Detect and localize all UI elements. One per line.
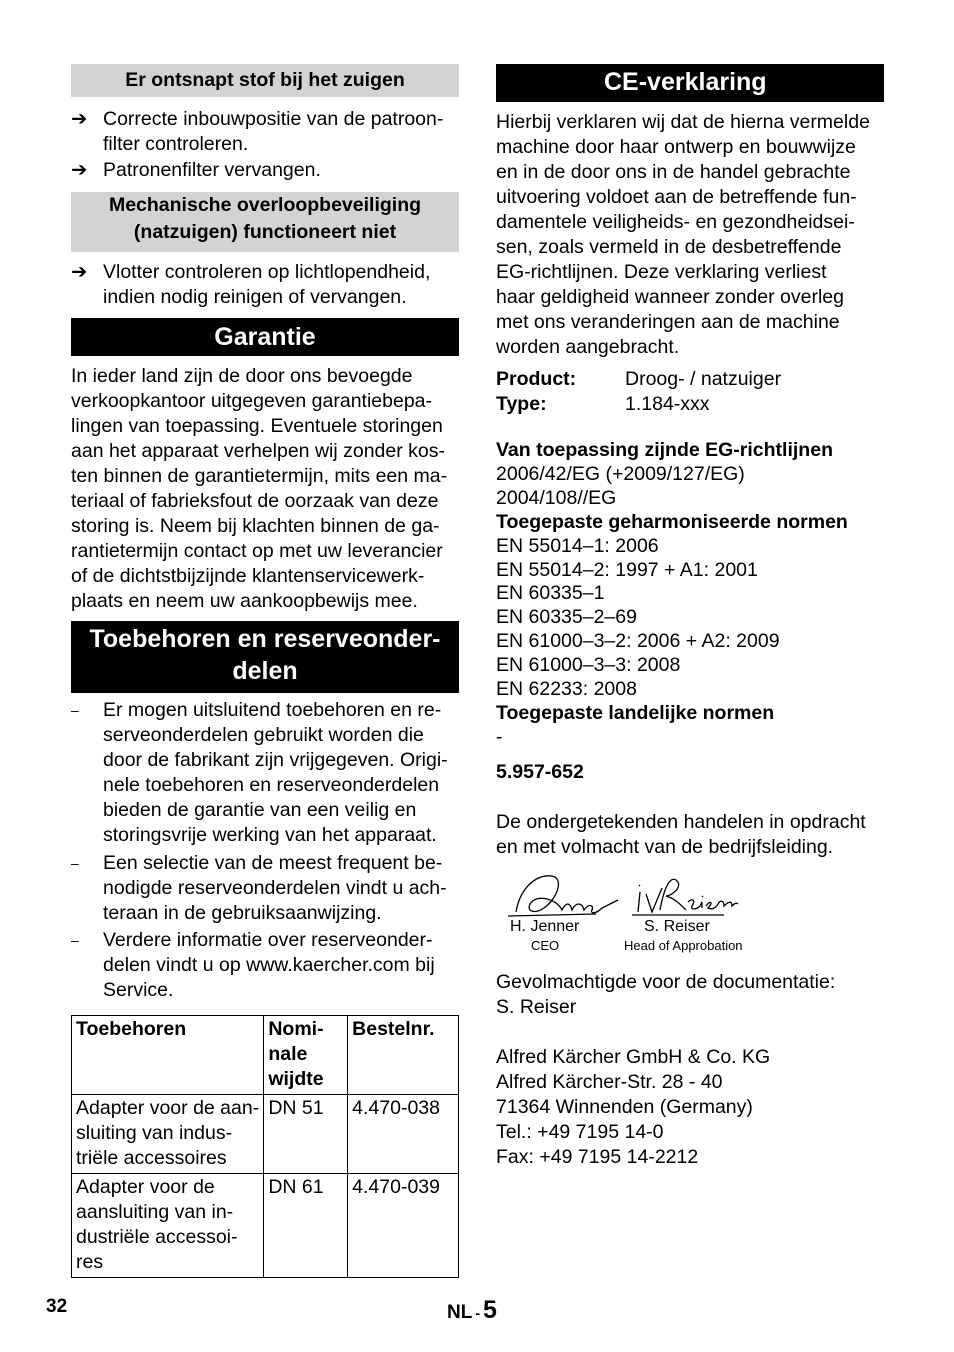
garantie-paragraph: In ieder land zijn de door ons bevoegde verkoopkantoor uitgegeven garantiebepa- lingen van toepassing. Eventuele storingen aan het apparaat verhelpen wij zonder kos- ten binnen de garantietermijn, mits een ma- teriaal of fabrieksfout de oorzaak van deze storing is. Neem bij klachten binnen de ga- rantietermijn contact op met uw leverancier of de dichtstbijzijnde klantenservicewerk- plaats en neem uw aankoopbewijs mee. — [71, 365, 448, 612]
type-value: 1.184-xxx — [625, 393, 710, 415]
norm-item: EN 61000–3–3: 2008 — [496, 654, 681, 676]
signers-text: en met volmacht van de bedrijfsleiding. — [496, 836, 834, 858]
signer-1-role: CEO — [531, 938, 560, 953]
signer-2-role: Head of Approbation — [624, 938, 743, 953]
heading-overflow-protection: Mechanische overloopbeveiliging (natzuigen) functioneert niet — [71, 192, 459, 252]
heading-ce-verklaring: CE-verklaring — [496, 64, 884, 102]
heading-toebehoren: Toebehoren en reserveonder- delen — [71, 621, 459, 693]
harmonised-norms-title: Toegepaste geharmoniseerde normen — [496, 511, 848, 533]
doc-authority: S. Reiser — [496, 996, 577, 1018]
address-line: Alfred Kärcher-Str. 28 - 40 — [496, 1071, 723, 1093]
heading-garantie: Garantie — [71, 318, 459, 356]
signature-reiser — [632, 879, 738, 915]
signature-jenner — [508, 876, 618, 916]
norm-item: EN 60335–2–69 — [496, 606, 637, 628]
table-cell: Adapter voor de aan- sluiting van indus- triële accessoires — [72, 1095, 264, 1174]
table-row — [72, 1174, 459, 1278]
footer-dash: - — [475, 1305, 480, 1321]
table-cell: DN 51 — [264, 1095, 348, 1174]
page-number: 32 — [46, 1296, 68, 1317]
arrow-right-icon: ➔ — [71, 108, 88, 130]
signers-text: De ondergetekenden handelen in opdracht — [496, 811, 866, 833]
norm-item: EN 60335–1 — [496, 582, 605, 604]
norm-item: EN 55014–2: 1997 + A1: 2001 — [496, 559, 758, 581]
column-header: Toebehoren — [72, 1016, 264, 1095]
norm-item: EN 61000–3–2: 2006 + A2: 2009 — [496, 630, 780, 652]
address-line: Fax: +49 7195 14-2212 — [496, 1146, 699, 1168]
arrow-right-icon: ➔ — [71, 261, 88, 283]
heading-dust-escapes: Er ontsnapt stof bij het zuigen — [71, 64, 459, 97]
column-header: Bestelnr. — [348, 1016, 459, 1095]
dash-marker: – — [71, 702, 79, 718]
document-number: 5.957-652 — [496, 761, 584, 783]
norm-item: EN 55014–1: 2006 — [496, 535, 659, 557]
address-line: 71364 Winnenden (Germany) — [496, 1096, 753, 1118]
address-line: Tel.: +49 7195 14-0 — [496, 1121, 664, 1143]
table-cell: Adapter voor de aansluiting van in- dustriële accessoi- res — [72, 1174, 264, 1278]
signatures-image — [496, 868, 756, 924]
address-line: Alfred Kärcher GmbH & Co. KG — [496, 1046, 771, 1068]
norm-item: EN 62233: 2008 — [496, 678, 637, 700]
doc-authority: Gevolmachtigde voor de documentatie: — [496, 971, 836, 993]
dash-marker: – — [71, 855, 79, 871]
language-code: NL — [447, 1302, 473, 1323]
signer-2-name: S. Reiser — [644, 918, 710, 935]
eg-directives-title: Van toepassing zijnde EG-richtlijnen — [496, 439, 833, 461]
arrow-right-icon: ➔ — [71, 159, 88, 181]
dash-marker: – — [71, 932, 79, 948]
type-label: Type: — [496, 393, 547, 415]
product-label: Product: — [496, 368, 577, 390]
eg-directive: 2004/108//EG — [496, 487, 617, 509]
ce-paragraph: Hierbij verklaren wij dat de hierna vermelde machine door haar ontwerp en bouwwijze en in de door ons in de handel gebrachte uitvoering voldoet aan de betreffende fun- damentele veiligheids- en gezondheidsei- sen, zoals vermeld in de desbetreffende EG-richtlijnen. Deze verklaring verliest haar geldigheid wanneer zonder overleg met ons veranderingen aan de machine worden aangebracht. — [496, 111, 870, 358]
eg-directive: 2006/42/EG (+2009/127/EG) — [496, 463, 745, 485]
footer-section — [447, 1296, 497, 1325]
accessories-table — [71, 1015, 459, 1278]
table-cell: 4.470-039 — [348, 1174, 459, 1278]
table-cell: DN 61 — [264, 1174, 348, 1278]
table-header-row — [72, 1016, 459, 1095]
signer-1-name: H. Jenner — [510, 918, 580, 935]
table-row — [72, 1095, 459, 1174]
section-page-number: 5 — [483, 1296, 497, 1324]
national-norms-value: - — [496, 726, 503, 748]
column-header: Nomi- nale wijdte — [264, 1016, 348, 1095]
national-norms-title: Toegepaste landelijke normen — [496, 702, 775, 724]
product-value: Droog- / natzuiger — [625, 368, 782, 390]
table-cell: 4.470-038 — [348, 1095, 459, 1174]
